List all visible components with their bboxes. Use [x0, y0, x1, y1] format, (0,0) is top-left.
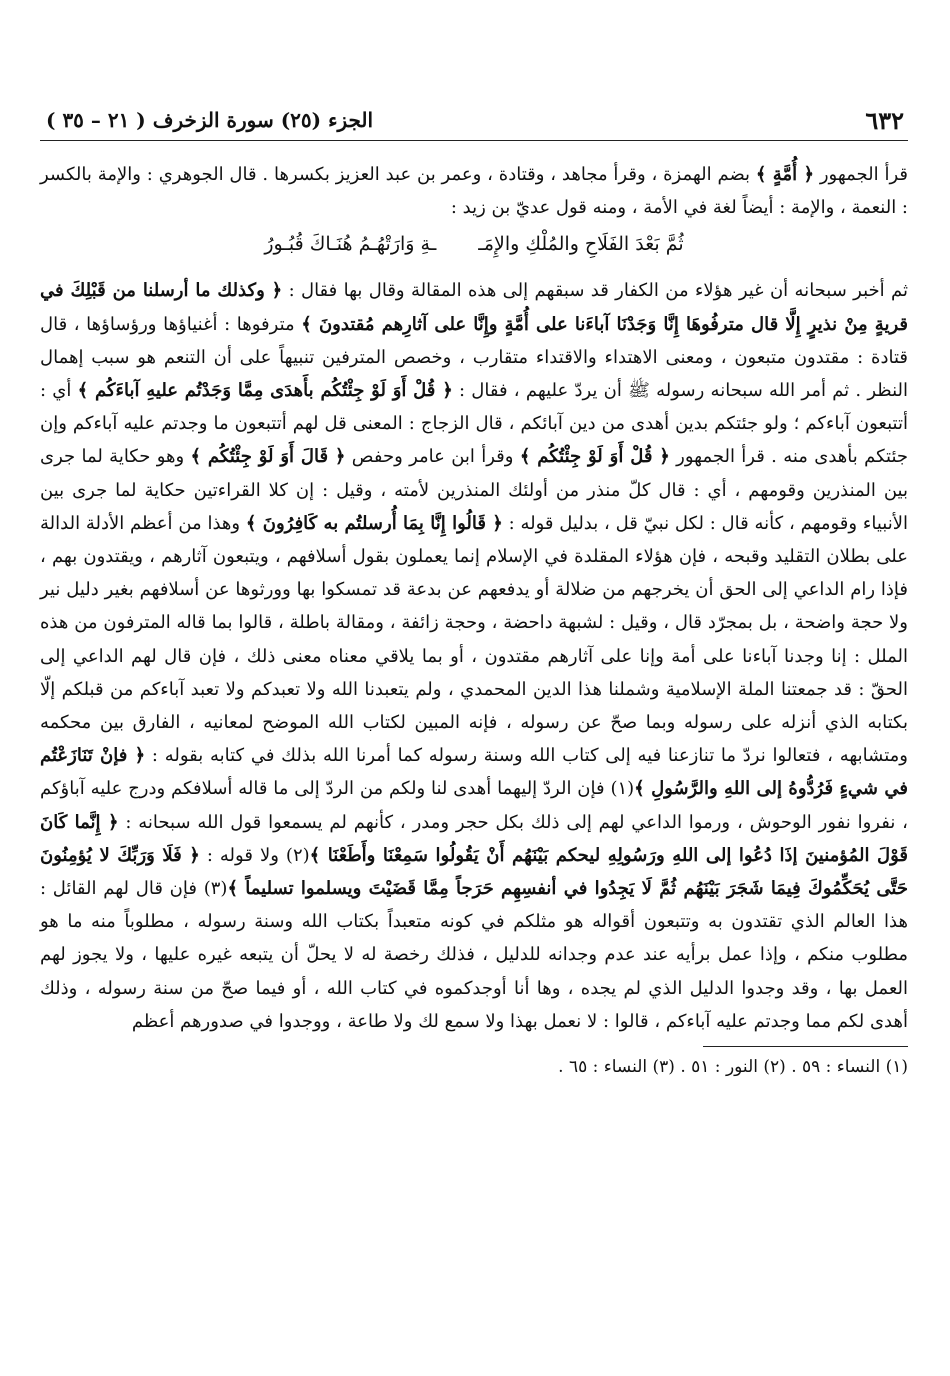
body-text: (١) فإن الردّ إليهما أهدى لنا ولكم من الردّ إلى ما قاله أسلافكم ودرج عليه آباؤكم ، نفروا نفور الوحوش ، ورموا الداعي لهم إلى ذلك بكل حجر ومدر ، كأنهم لم يسمعوا قول الله سبحانه :	[40, 778, 908, 833]
verse-hemistich-left: ـةِ وَارَتْهُـمُ هُنَـاكَ قُبُـورُ	[264, 233, 437, 256]
quran-quote: ﴿ أُمَّةٍ ﴾	[755, 164, 815, 185]
body-text: أي : أتتبعون آباءكم ؛ ولو جئتكم بدين أهدى من دين آبائكم ، قال الزجاج : المعنى قل لهم أتتبعون ما وجدتم عليه آباءكم وإن جئتكم بأهدى منه . قرأ الجمهور	[40, 380, 908, 468]
quran-quote: ﴿ فَلَا وَرَبِّكَ لا يُؤمِنُونَ حَتَّى يُحَكِّمُوكَ فِيمَا شَجَرَ بَيْنَهُم ثُمَّ لَا يَجِدُوا في أنفسِهِم حَرَجاً مِمَّا قَضَيْتَ ويسلموا تسليماً ﴾	[40, 844, 908, 900]
book-page	[40, 100, 908, 1077]
quran-quote: ﴿ قَالُوا إِنَّا بِمَا أُرسلتُم به كَافِرُونَ ﴾	[245, 512, 503, 534]
footnote-rule	[703, 1046, 908, 1047]
page-body	[40, 158, 908, 1038]
footnote: (١) النساء : ٥٩ . (٢) النور : ٥١ . (٣) النساء : ٦٥ .	[558, 1057, 908, 1078]
quran-quote: ﴿ وكذلك ما أرسلنا من قَبْلِكَ في قريةٍ مِنْ نذيرٍ إِلَّا قال مترفُوهَا إِنَّا وَجَدْنَا آباءَنا على أُمَّةٍ وإِنَّا على آثارِهم مُقتدونَ ﴾	[40, 280, 908, 335]
body-text: قرأ الجمهور	[814, 164, 908, 185]
body-text: ثم أخبر سبحانه أن غير هؤلاء من الكفار قد سبقهم إلى هذه المقالة وقال بها فقال :	[282, 280, 908, 302]
page-header	[40, 100, 908, 144]
body-text: (٣) فإن قال لهم القائل : هذا العالم الذي تقتدون به وتتبعون أقواله هو مثلكم في كونه متعبداً بكتاب الله وسنة رسوله ، مطلوباً منه ما هو مطلوب منكم ، وإذا عمل برأيه عند عدم وجدانه للدليل ، فذلك رخصة له لا يحلّ أن يتبعه غيره عليها ، ولا يجوز لهم العمل بها ، وقد وجدوا الدليل الذي لم يجده ، وها أنا أوجدكموه في كتاب الله ، أو فيما صحّ من سنة رسوله ، وذلك أهدى لكم مما وجدتم عليه آباءكم ، قالوا : لا نعمل بهذا ولا سمع لك ولا طاعة ، ووجدوا في صدورهم أعظم	[40, 878, 909, 1032]
quran-quote: ﴿ قَالَ أَوَ لَوْ جِئْتُكُم ﴾	[190, 446, 346, 468]
running-title: الجزء (٢٥) سورة الزخرف ( ٢١ – ٣٥ )	[46, 108, 374, 132]
quran-quote: ﴿ قُلْ أَوَ لَوْ جِئْتُكُم بأَهدَى مِمَّا وَجَدْتُم عليهِ آباءَكُم ﴾	[77, 380, 453, 402]
body-text: وقرأ ابن عامر وحفص	[345, 446, 520, 468]
body-text: بضم الهمزة ، وقرأ مجاهد ، وقتادة ، وعمر بن عبد العزيز بكسرها . قال الجوهري : والإمة بالكسر : النعمة ، والإمة : أيضاً لغة في الأمة ، ومنه قول عديّ بن زيد :	[40, 164, 908, 219]
page-number: ٦٣٢	[865, 106, 904, 135]
quran-quote: ﴿ قُلْ أَوَ لَوْ جِئْتُكُم ﴾	[519, 446, 670, 468]
body-text: وهذا من أعظم الأدلة الدالة على بطلان التقليد وقبحه ، فإن هؤلاء المقلدة في الإسلام إنما يعملون بقول أسلافهم ، ويتبعون آثارهم ، ويقتدون بهم ، فإذا رام الداعي إلى الحق أن يخرجهم من ضلالة أو يدفعهم عن بدعة قد تمسكوا بها وورثوها عن أسلافهم بغير دليل نير ولا حجة واضحة ، بل بمجرّد قال ، وقيل : لشبهة داحضة ، وحجة زائفة ، ومقالة باطلة ، قالوا بما قاله المترفون من هذه الملل : إنا وجدنا آباءنا على أمة وإنا على آثارهم مقتدون ، أو بما يلاقي معناه معنى ذلك ، فإن قال لهم الداعي إلى الحقّ : قد جمعتنا الملة الإسلامية وشملنا هذا الدين المحمدي ، ولم يتعبدنا الله ولا تعبدكم ولا تعبد آباءكم من قبلكم إلّا بكتابه الذي أنزله على رسوله وبما صحّ عن رسوله ، فإنه المبين لكتاب الله الموضح لمعانيه ، الفارق بين محكمه ومتشابهه ، فتعالوا نردّ ما تنازعنا فيه إلى كتاب الله وسنة رسوله كما أمرنا الله بذلك في كتابه بقوله :	[40, 512, 908, 767]
poetry-verse	[40, 224, 908, 264]
paragraph-1	[40, 158, 908, 224]
body-text: مترفوها : أغنياؤها ورؤساؤها ، قال قتادة : مقتدون متبعون ، ومعنى الاهتداء والاقتداء متقارب ، وخصص المترفين تنبيهاً على أن التنعم هو سبب إهمال النظر . ثم أمر الله سبحانه رسوله ﷺ أن يردّ عليهم ، فقال :	[40, 313, 908, 402]
quran-quote: ﴿ إِنَّما كَانَ قَوْلَ المُؤمنينَ إذَا دُعُوا إلى اللهِ ورَسُولِهِ ليحكم بَيْنَهُم أَنْ يَقُولُوا سَمِعْنَا وأَطَعْنَا ﴾	[40, 811, 908, 866]
body-text: (٢) ولا قوله :	[199, 844, 310, 866]
verse-hemistich-right: ثُمَّ بَعْدَ الفَلَاحِ والمُلْكِ والإِمَـ	[478, 233, 684, 256]
body-text: وهو حكاية لما جرى بين المنذرين وقومهم ، أي : قال كلّ منذر من أولئك المنذرين لأمته ، وقيل : إن كلا القراءتين حكاية لما جرى بين الأنبياء وقومهم ، كأنه قال : لكل نبيّ قل ، بدليل قوله :	[40, 446, 908, 534]
quran-quote: ﴿ فإنْ تَنَازَعْتُم في شيءٍ فَرُدُّوهُ إلى اللهِ والرَّسُولِ ﴾	[40, 745, 908, 800]
paragraph-2	[40, 274, 908, 1038]
header-rule	[40, 140, 908, 141]
